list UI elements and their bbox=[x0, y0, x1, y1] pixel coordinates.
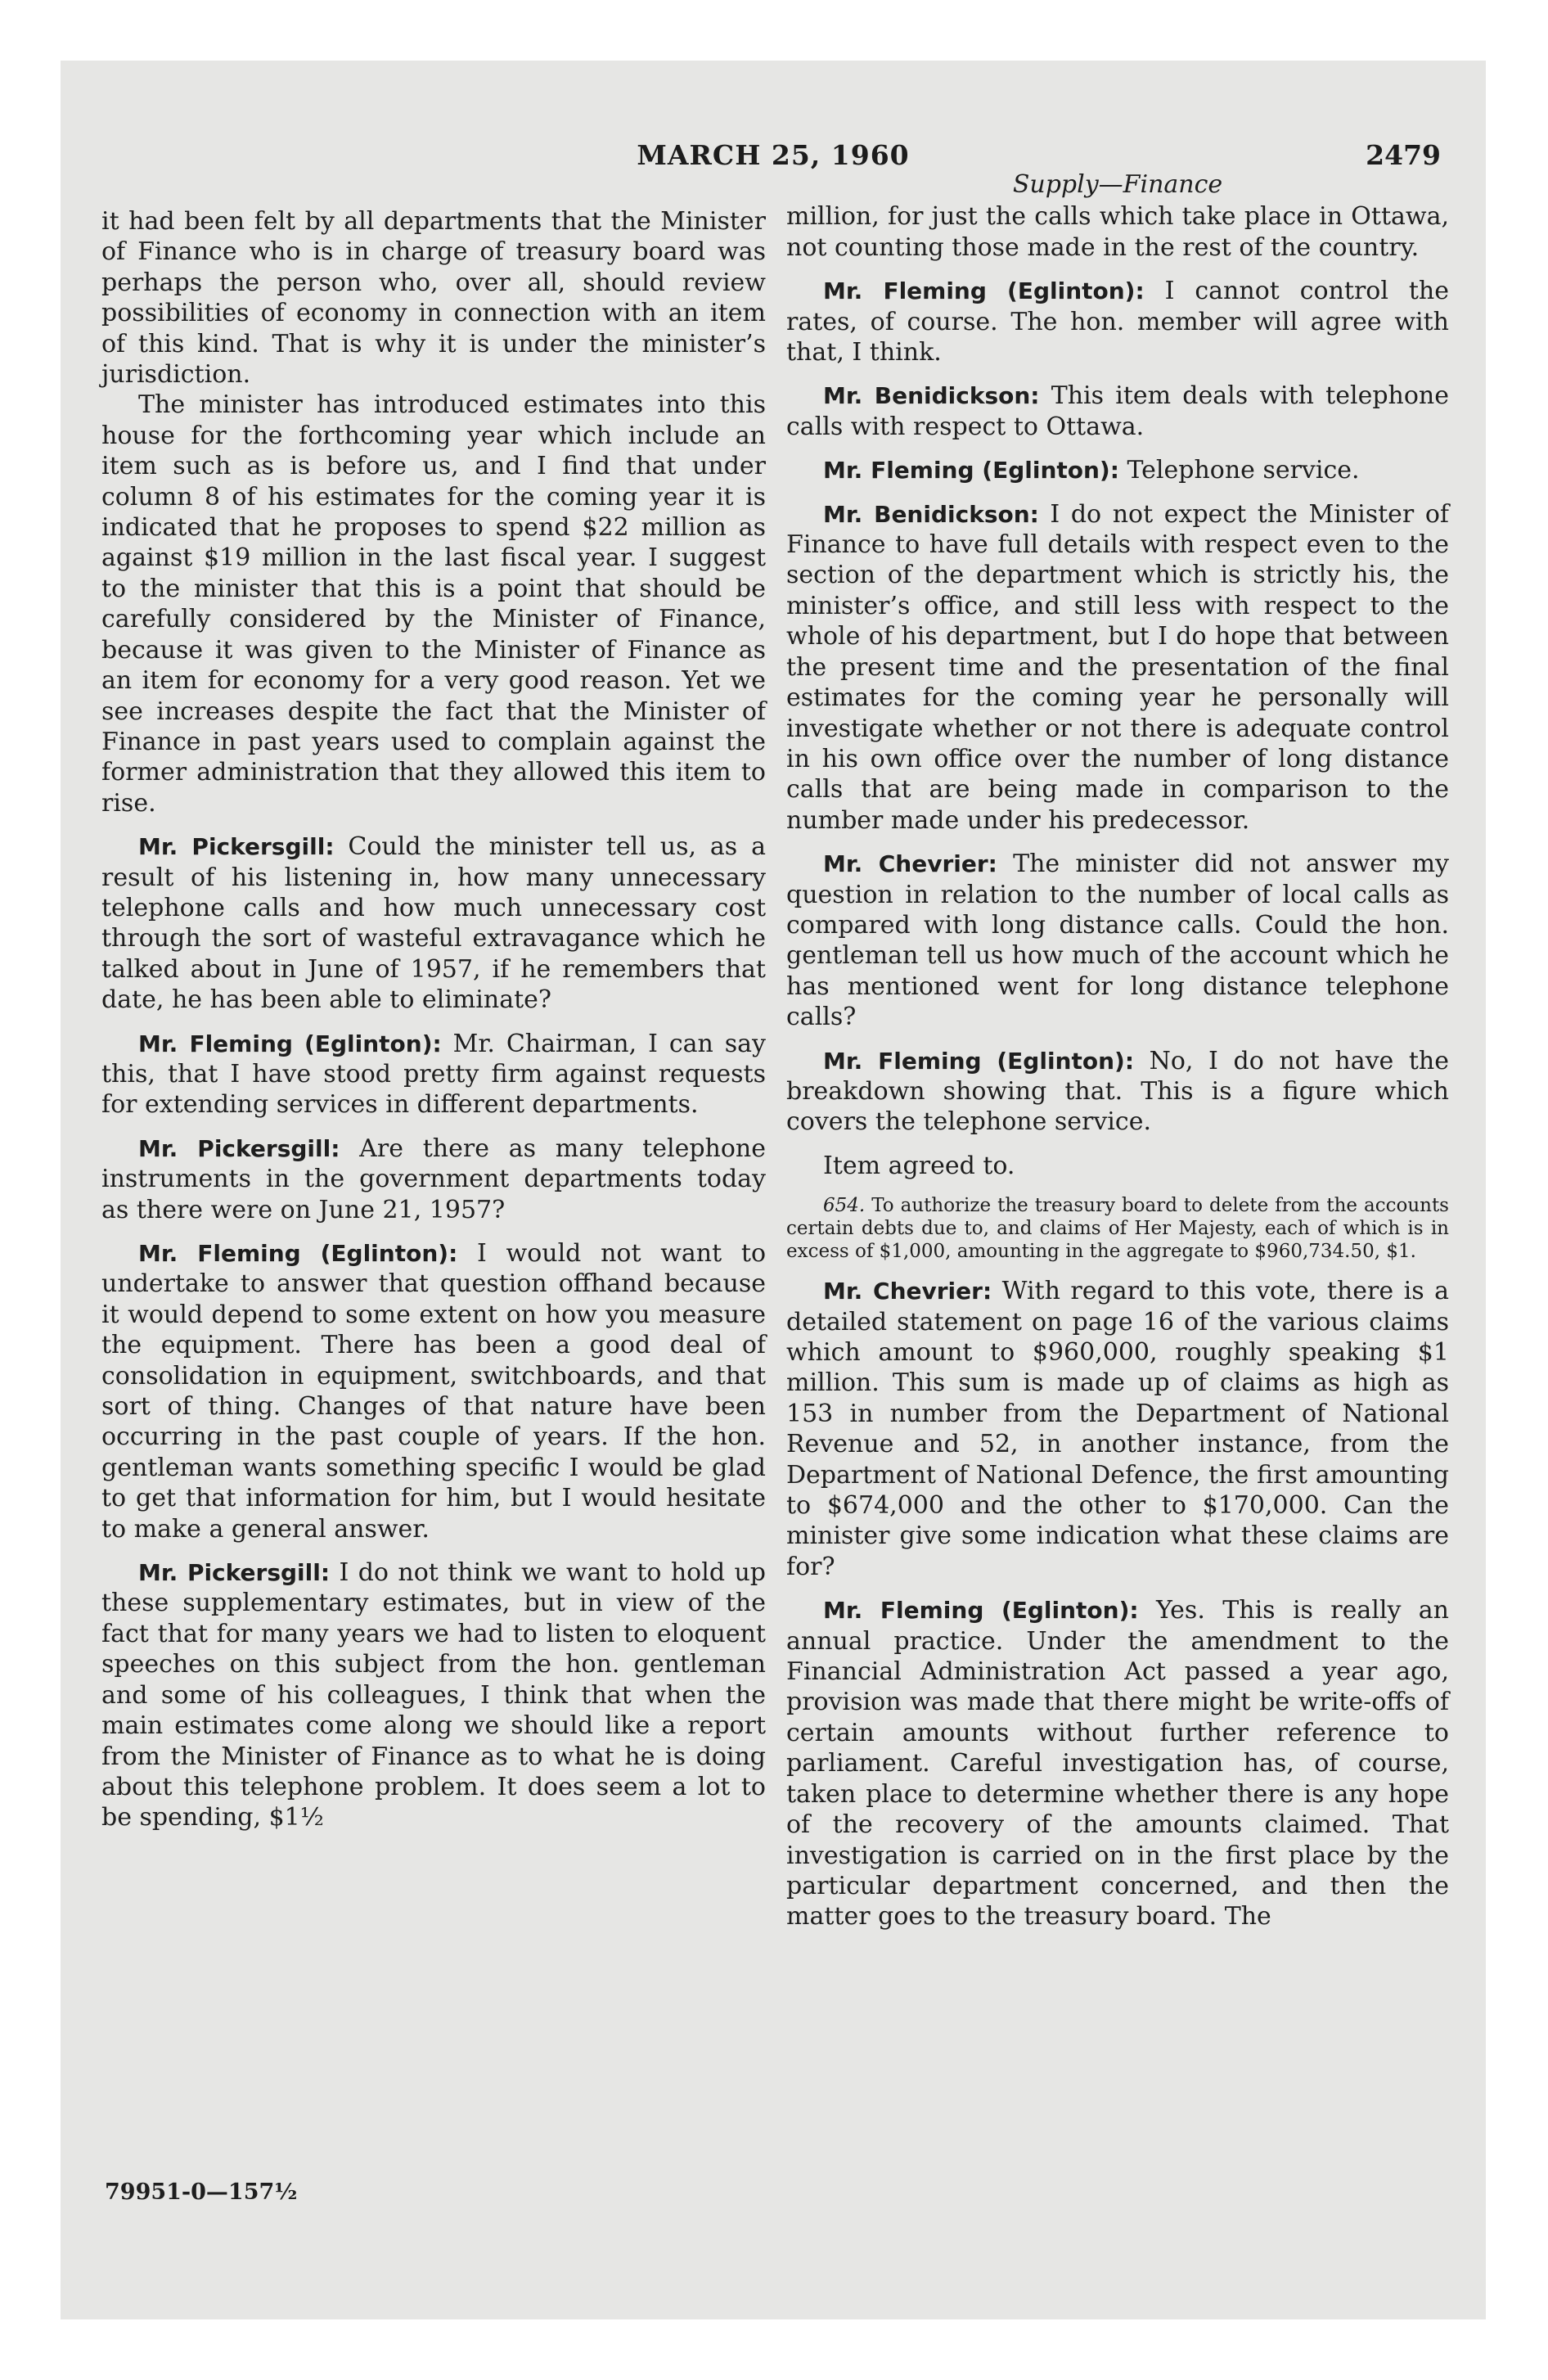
speech bbox=[786, 276, 1449, 367]
speaker-name: Mr. Benidickson: bbox=[823, 382, 1040, 410]
speech bbox=[786, 1595, 1449, 1931]
speech bbox=[786, 499, 1449, 836]
speaker-name: Mr. Pickersgill: bbox=[138, 1559, 331, 1587]
speech-text: With regard to this vote, there is a detailed statement on page 16 of the various claims which amount to $960,000, roughly speaking $1 million. This sum is made up of claims as high as 153 in number from the Department of National Revenue and 52, in another instance, from the Department of National Defence, the first amounting to $674,000 and the other to $170,000. Can the minister give some indication what these claims are for? bbox=[786, 1277, 1449, 1581]
speech bbox=[101, 1134, 766, 1225]
speaker-name: Mr. Fleming (Eglinton): bbox=[823, 1597, 1139, 1625]
speech bbox=[101, 1238, 766, 1544]
left-column bbox=[101, 206, 766, 1833]
speech-text: I do not expect the Minister of Finance to have full details with respect even to the section of the department which is strictly his, the minister’s office, and still less with respect to the whole of his department, but I do hope that between the present time and the presentation of the final estimates for the coming year he personally will investigate whether or not there is adequate control in his own office over the number of long distance calls that are being made in comparison to the number made under his predecessor. bbox=[786, 499, 1449, 835]
speaker-name: Mr. Pickersgill: bbox=[138, 1134, 340, 1162]
speech bbox=[786, 1046, 1449, 1138]
speaker-name: Mr. Fleming (Eglinton): bbox=[138, 1240, 458, 1267]
section-heading: Supply—Finance bbox=[1012, 170, 1223, 199]
speech-text: No, I do not have the breakdown showing that. This is a figure which covers the telephone service. bbox=[786, 1046, 1449, 1137]
speech bbox=[786, 455, 1449, 485]
speech bbox=[101, 1029, 766, 1120]
right-column bbox=[786, 169, 1449, 1932]
speech-text: Could the minister tell us, as a result of his listening in, how many unnecessary telephone calls and how much unnecessary cost through the sort of wasteful extravagance which he talked about in June of 1957, if he remembers that date, he has been able to eliminate? bbox=[101, 832, 766, 1015]
page-number: 2479 bbox=[1366, 139, 1441, 171]
speaker-name: Mr. Fleming (Eglinton): bbox=[823, 457, 1119, 485]
printer-code: 79951-0—157½ bbox=[105, 2179, 298, 2205]
speaker-name: Mr. Chevrier: bbox=[823, 1278, 992, 1305]
paragraph: The minister has introduced estimates into this house for the forthcoming year which include an item such as is before us, and I find that under column 8 of his estimates for the coming year it is indicated that he proposes to spend $22 million as against $19 million in the last fiscal year. I suggest to the minister that this is a point that should be carefully considered by the Minister of Finance, because it was given to the Minister of Finance as an item for economy for a very good reason. Yet we see increases despite the fact that the Minister of Finance in past years used to complain against the former administration that they allowed this item to rise. bbox=[101, 390, 766, 818]
paragraph: million, for just the calls which take place in Ottawa, not counting those made in the rest of the country. bbox=[786, 202, 1449, 262]
speech-text: The minister did not answer my question in relation to the number of local calls as compared with long distance calls. Could the hon. gentleman tell us how much of the account which he has mentioned went for long distance telephone calls? bbox=[786, 850, 1449, 1032]
speech-text: I do not think we want to hold up these supplementary estimates, but in view of the fact that for many years we had to listen to eloquent speeches on this subject from the hon. gentleman and some of his colleagues, I think that when the main estimates come along we should like a report from the Minister of Finance as to what he is doing about this telephone problem. It does seem a lot to be spending, $1½ bbox=[101, 1558, 766, 1832]
paragraph: it had been felt by all departments that the Minister of Finance who is in charge of treasury board was perhaps the person who, over all, should review possibilities of economy in connection with an item of this kind. That is why it is under the minister’s jurisdiction. bbox=[101, 207, 766, 390]
speech bbox=[786, 381, 1449, 442]
page-date: MARCH 25, 1960 bbox=[637, 139, 910, 171]
speech bbox=[786, 1276, 1449, 1582]
speech-text: Yes. This is really an annual practice. Under the amendment to the Financial Administration Act passed a year ago, provision was made that there might be write-offs of certain amounts without further reference to parliament. Careful investigation has, of course, taken place to determine whether there is any hope of the recovery of the amounts claimed. That investigation is carried on in the first place by the particular department concerned, and then the matter goes to the treasury board. The bbox=[786, 1596, 1450, 1931]
hansard-page bbox=[61, 61, 1486, 2319]
speaker-name: Mr. Chevrier: bbox=[823, 850, 997, 878]
speech-text: Telephone service. bbox=[1118, 456, 1360, 485]
speaker-name: Mr. Fleming (Eglinton): bbox=[823, 1047, 1135, 1075]
speech bbox=[101, 1557, 766, 1833]
speech-text: I cannot control the rates, of course. The hon. member will agree with that, I think. bbox=[786, 277, 1450, 367]
vote-number: 654. bbox=[823, 1195, 866, 1217]
speech bbox=[786, 849, 1449, 1032]
speaker-name: Mr. Benidickson: bbox=[823, 500, 1039, 528]
speaker-name: Mr. Fleming (Eglinton): bbox=[138, 1030, 442, 1057]
speech bbox=[101, 832, 766, 1015]
speaker-name: Mr. Pickersgill: bbox=[138, 833, 335, 861]
item-agreed: Item agreed to. bbox=[823, 1151, 1015, 1180]
vote-item bbox=[786, 1194, 1449, 1263]
speech-text: This item deals with telephone calls with respect to Ottawa. bbox=[786, 381, 1449, 441]
speaker-name: Mr. Fleming (Eglinton): bbox=[823, 277, 1145, 305]
vote-text: To authorize the treasury board to delete from the accounts certain debts due to, and claims of Her Majesty, each of which is in excess of $1,000, amounting in the aggregate to $960,734.50, $1. bbox=[786, 1195, 1449, 1263]
speech-text: I would not want to undertake to answer that question offhand because it would depend to some extent on how you measure the equipment. There has been a good deal of consolidation in equipment, switchboards, and that sort of thing. Changes of that nature have been occurring in the past couple of years. If the hon. gentleman wants something specific I would be glad to get that information for him, but I would hesitate to make a general answer. bbox=[101, 1239, 767, 1544]
speech-text: Mr. Chairman, I can say this, that I have stood pretty firm against requests for extending services in different departments. bbox=[101, 1029, 767, 1120]
speech-text: Are there as many telephone instruments in the government departments today as there were on June 21, 1957? bbox=[101, 1134, 767, 1224]
